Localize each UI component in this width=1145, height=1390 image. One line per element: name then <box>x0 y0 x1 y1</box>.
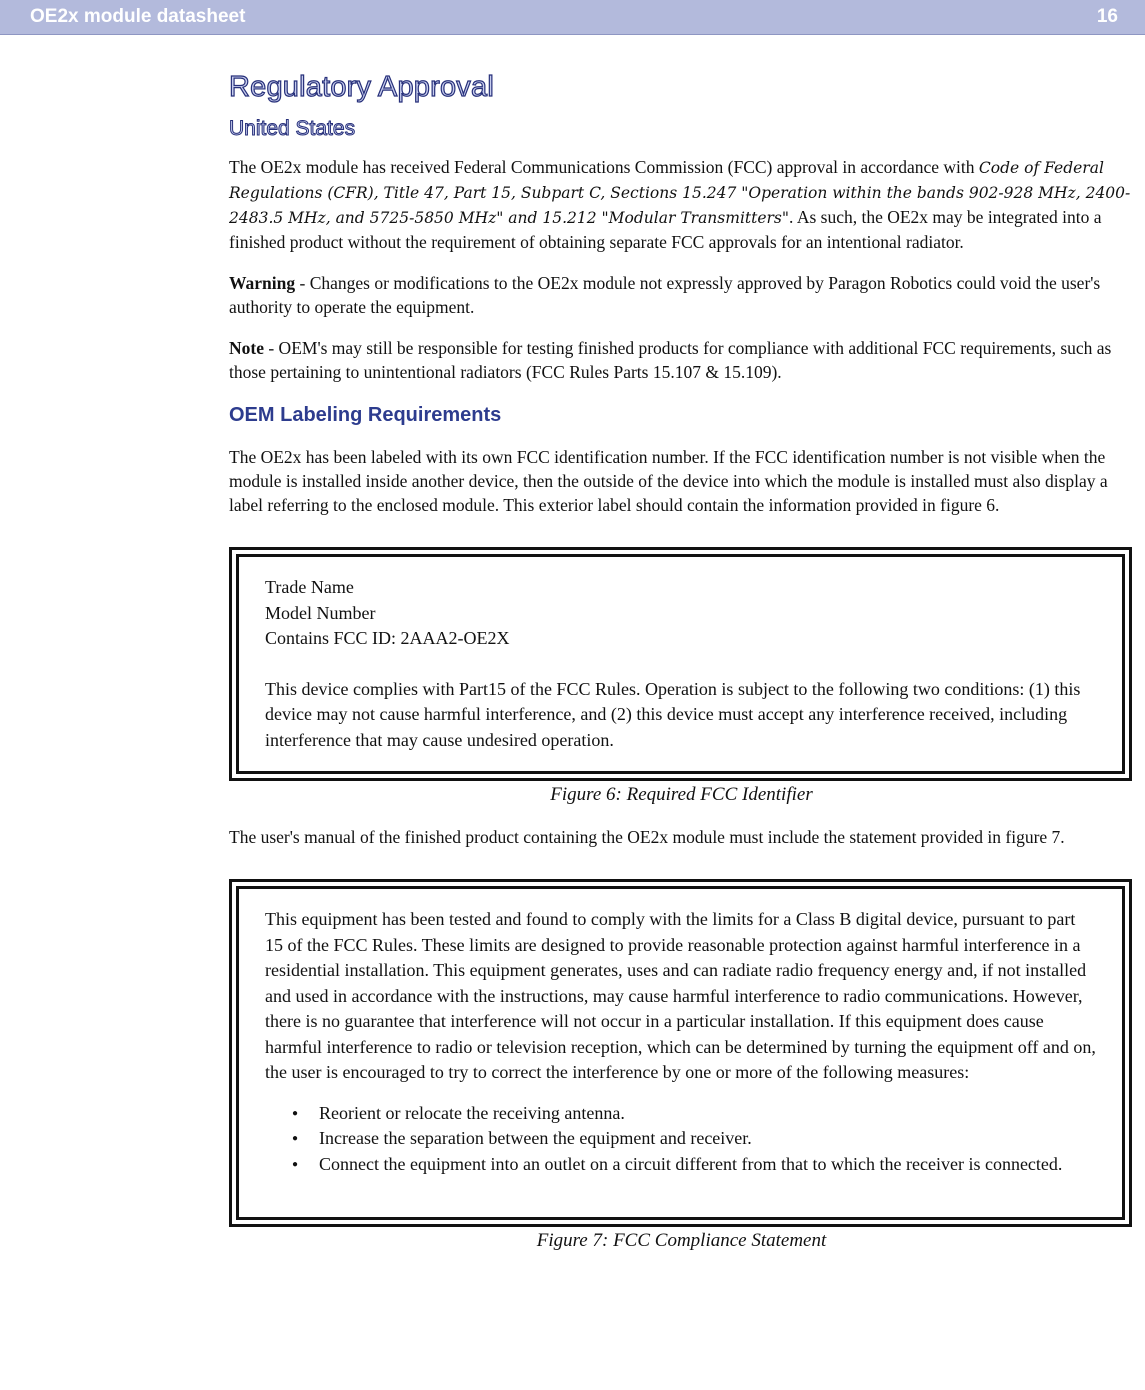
spacer <box>265 652 1096 677</box>
warning-text: - Changes or modifications to the OE2x module not expressly approved by Paragon Robotics could void the user's authority to operate the equipment. <box>229 273 1101 317</box>
trade-name-line: Trade Name <box>265 577 354 597</box>
fcc-approval-intro: The OE2x module has received Federal Communications Commission (FCC) approval in accordance with <box>229 157 979 177</box>
note-text: - OEM's may still be responsible for testing finished products for compliance with additional FCC requirements, such as those pertaining to unintentional radiators (FCC Rules Parts 15.107 & 15.109). <box>229 338 1112 382</box>
fcc-identifier-figure <box>229 547 1132 781</box>
fcc-approval-paragraph <box>229 155 1134 254</box>
note-paragraph <box>229 336 1134 384</box>
measure-text: Connect the equipment into an outlet on a circuit different from that to which the receiver is connected. <box>319 1153 1063 1174</box>
compliance-statement-text: This equipment has been tested and found to comply with the limits for a Class B digital device, pursuant to part 15 of the FCC Rules. These limits are designed to provide reasonable protection against harmful interference in a residential installation. This equipment generates, uses and can radiate radio frequency energy and, if not installed and used in accordance with the instructions, may cause harmful interference to radio communications. However, there is no guarantee that interference will not occur in a particular installation. If this equipment does cause harmful interference to radio or television reception, which can be determined by turning the equipment off and on, the user is encouraged to try to correct the interference by one or more of the following measures: <box>265 909 1096 1082</box>
list-item <box>292 1126 1096 1152</box>
measure-text: Increase the separation between the equipment and receiver. <box>319 1128 752 1148</box>
fcc-approval-outro: . As such, the OE2x may be integrated into a finished product without the requirement of obtaining separate FCC approvals for an intentional radiator. <box>229 207 1102 252</box>
bullet-icon: ● <box>292 1133 299 1144</box>
header-bar <box>0 0 1145 35</box>
user-manual-paragraph: The user's manual of the finished product containing the OE2x module must include the statement provided in figure 7. <box>229 827 1065 847</box>
fcc-identifier-label-box <box>236 554 1125 774</box>
labeling-paragraph: The OE2x has been labeled with its own FCC identification number. If the FCC identification number is not visible when the module is installed inside another device, then the outside of the device into which the module is installed must also display a label referring to the enclosed module. This exterior label should contain the information provided in figure 6. <box>229 447 1108 515</box>
fcc-id-line: Contains FCC ID: 2AAA2-OE2X <box>265 628 510 648</box>
note-label: Note <box>229 338 264 358</box>
warning-label: Warning <box>229 273 296 293</box>
subsection-title: United States <box>229 117 356 140</box>
list-item <box>292 1101 1096 1127</box>
figure7-caption: Figure 7: FCC Compliance Statement <box>536 1230 827 1251</box>
measure-text: Reorient or relocate the receiving antenna. <box>319 1102 625 1123</box>
part15-compliance-text: This device complies with Part15 of the FCC Rules. Operation is subject to the following two conditions: (1) this device may not cause harmful interference, and (2) this device must accept any interference received, including interference that may cause undesired operation. <box>265 678 1081 750</box>
warning-paragraph <box>229 271 1134 319</box>
page-number: 16 <box>1096 6 1118 27</box>
oem-labeling-heading: OEM Labeling Requirements <box>229 404 502 426</box>
measures-list <box>265 1101 1096 1178</box>
figure6-caption: Figure 6: Required FCC Identifier <box>550 784 813 805</box>
fcc-compliance-statement-box <box>236 886 1125 1220</box>
cfr-citation: Code of Federal Regulations (CFR), Title 47, Part 15, Subpart C, Sections 15.247 "Operation within the bands 902-928 MHz, 2400-2483.5 MHz, and 5725-5850 MHz" and 15.212 "Modular Transmitters" <box>229 159 1131 227</box>
section-title: Regulatory Approval <box>229 71 494 103</box>
page-content <box>229 68 1134 1253</box>
document-title: OE2x module datasheet <box>30 6 246 27</box>
fcc-compliance-figure <box>229 879 1132 1227</box>
bullet-icon: ● <box>292 1158 299 1170</box>
bullet-icon: ● <box>292 1107 299 1119</box>
model-number-line: Model Number <box>265 602 376 623</box>
list-item <box>292 1152 1096 1178</box>
